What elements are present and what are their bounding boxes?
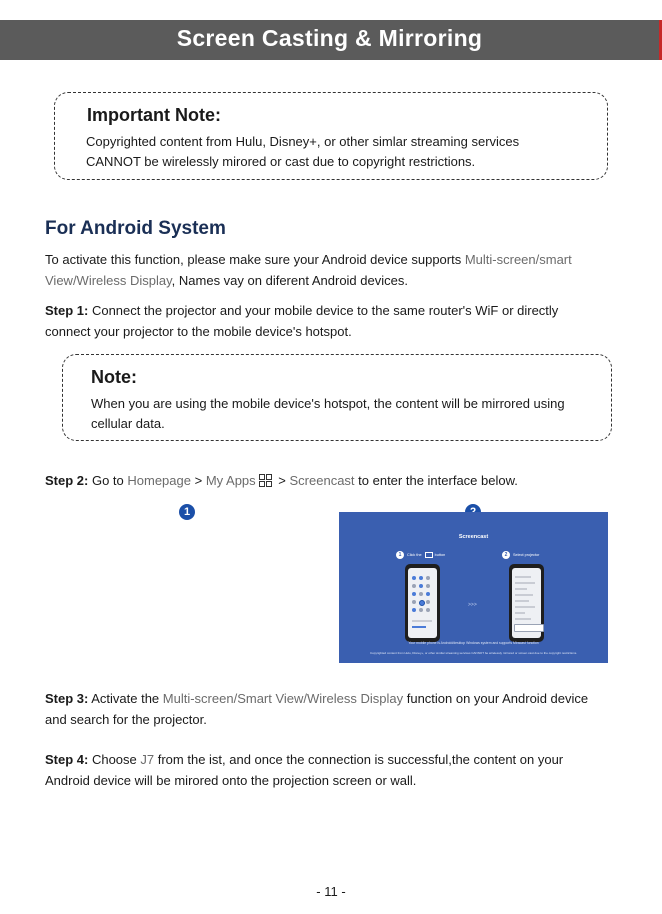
step-1-caption-2: button (434, 553, 446, 557)
separator: > (190, 473, 206, 488)
toggle-icon (426, 608, 430, 612)
step-2-caption: Select projector (513, 553, 540, 557)
step-4-highlight: J7 (140, 752, 155, 767)
note-line-1: When you are using the mobile device's hotspot, the content will be mirrored using (91, 396, 565, 411)
step-4-line-2: Android device will be mirored onto the projection screen or wall. (45, 773, 417, 788)
toggle-icon (412, 592, 416, 596)
toggle-icon (412, 576, 416, 580)
important-note-line-2: CANNOT be wirelessly mirored or cast due to copyright restrictions. (86, 154, 476, 169)
screencast-step-2 (502, 551, 539, 559)
screencast-title: Screencast (458, 534, 489, 540)
page-number: - 11 - (316, 884, 346, 899)
section-header (0, 20, 662, 60)
step-3-text-2: function on your Android device (403, 691, 589, 706)
list-line (515, 606, 535, 608)
toggle-icon (426, 576, 430, 580)
android-heading: For Android System (45, 218, 226, 239)
intro-text: To activate this function, please make sure your Android device supports (45, 252, 465, 267)
separator: > (274, 473, 290, 488)
step-1-text: Connect the projector and your mobile device to the same router's WiF or directly (88, 303, 559, 318)
cast-toggle-icon (419, 600, 425, 606)
step-num: 2 (502, 551, 510, 559)
note-title: Note: (91, 367, 137, 387)
toggle-icon (426, 592, 430, 596)
screencast-footer-1: Your mobile phone is Android/desktop Windows system and supports Miracast function (408, 641, 539, 645)
arrow: >>> (468, 602, 477, 608)
important-note-title: Important Note: (87, 105, 221, 125)
toggle-icon (419, 608, 423, 612)
toggle-icon (419, 584, 423, 588)
toggle-icon (419, 576, 423, 580)
slider-bar (412, 626, 426, 628)
cast-icon (425, 552, 433, 558)
projector-list-item (514, 624, 544, 632)
step-3 (45, 688, 625, 730)
screencast-link: Screencast (289, 473, 355, 488)
android-intro (45, 249, 625, 291)
screencast-screenshot (339, 512, 608, 663)
toggle-icon (412, 600, 416, 604)
step-1-label: Step 1: (45, 303, 89, 318)
step-4-text-2: from the ist, and once the connection is successful,the content on your (154, 752, 564, 767)
step-2-text-2: to enter the interface below. (354, 473, 518, 488)
toggle-icon (426, 600, 430, 604)
step-2-label: Step 2: (45, 473, 89, 488)
step-1-text-2: connect your projector to the mobile device's hotspot. (45, 324, 352, 339)
page-title: Screen Casting & Mirroring (176, 25, 483, 51)
phone-right (509, 564, 544, 642)
phone-screen (408, 568, 437, 638)
intro-highlight-1: Multi-screen/smart (464, 252, 572, 267)
important-note-box (54, 92, 608, 180)
step-1 (45, 300, 625, 342)
step-4-text: Choose (88, 752, 141, 767)
list-line (515, 588, 527, 590)
intro-text-2: , Names vay on diferent Android devices. (171, 273, 408, 288)
toggle-icon (412, 584, 416, 588)
step-3-label: Step 3: (45, 691, 89, 706)
note-box (62, 354, 612, 441)
marker-1: 1 (179, 504, 195, 520)
note-line-2: cellular data. (91, 416, 165, 431)
toggle-icon (419, 592, 423, 596)
my-apps-link: My Apps (205, 473, 256, 488)
step-1-caption: Click the (407, 553, 422, 557)
step-4 (45, 749, 625, 791)
list-line (515, 582, 535, 584)
toggle-icon (412, 608, 416, 612)
homepage-link: Homepage (127, 473, 191, 488)
list-line (515, 618, 531, 620)
toggle-icon (426, 584, 430, 588)
phone-screen (512, 568, 541, 638)
list-line (515, 576, 531, 578)
screencast-footer-2: Copyrighted content from Hulu, Disney+, or other similar streaming services CANNOT be wirelessly mirrored or screen cast due to the copyright restrictions. (369, 651, 578, 655)
step-2 (45, 470, 625, 491)
step-3-text: Activate the (88, 691, 163, 706)
list-line (515, 612, 525, 614)
screencast-step-1 (396, 551, 445, 559)
phone-left (405, 564, 440, 642)
intro-highlight-2: View/Wireless Display (45, 273, 172, 288)
step-num: 1 (396, 551, 404, 559)
step-3-line-2: and search for the projector. (45, 712, 207, 727)
step-3-highlight: Multi-screen/Smart View/Wireless Display (162, 691, 404, 706)
step-4-label: Step 4: (45, 752, 89, 767)
list-line (515, 594, 533, 596)
slider-bar (412, 620, 432, 622)
list-line (515, 600, 529, 602)
step-2-text: Go to (88, 473, 128, 488)
apps-grid-icon (259, 474, 272, 487)
important-note-line-1: Copyrighted content from Hulu, Disney+, or other simlar streaming services (86, 134, 520, 149)
